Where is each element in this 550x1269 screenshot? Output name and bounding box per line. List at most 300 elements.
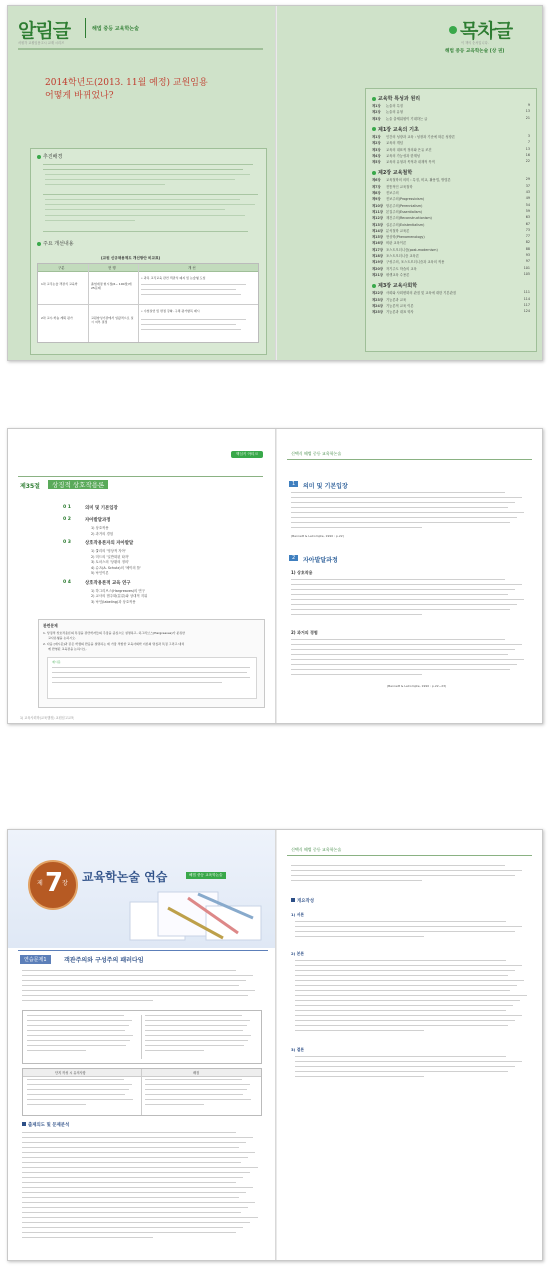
chapter-suffix: 장 [62,880,68,887]
text-line [22,1217,258,1218]
toc-entry-page: 77 [525,234,530,239]
toc-entry-number: 제3장 [372,147,381,152]
text-line [27,1015,124,1016]
toc-entry-page: 37 [525,183,530,188]
toc-entry-number: 제12장 [372,216,383,221]
toc-entry[interactable] [372,259,530,265]
toc-entry[interactable] [372,240,530,246]
toc-entry-title: 항존주의(Perennialism) [386,203,423,208]
toc-entry-number: 제11장 [372,209,383,214]
text-line [295,975,508,976]
section-main-changes: 주요 개선내용 [37,240,74,247]
outline-section-title: 개요작성 [291,898,314,904]
outline-intro-text [295,921,531,943]
toc-entry-number: 제2장 [372,110,381,115]
bullet-icon [372,127,376,131]
chapter-outline [63,505,243,615]
question-paragraph [22,970,262,1006]
related-box-title: 관련문제 [43,623,58,628]
toc-entry-page: 29 [525,177,530,182]
text-line [295,926,522,927]
toc-entry-title: 평생교육 수용론 [386,272,410,277]
outline-title: 상호작용론자의 자아발달 [85,541,134,546]
toc-entry-page: 105 [523,271,530,276]
citation-2: (Bennett & LeCompte, 1990 : p.22~23) [387,684,447,688]
example-box [47,657,257,699]
toc-entry[interactable] [372,109,530,115]
toc-entry-number: 제16장 [372,241,383,246]
toc-entry-page: 49 [525,196,530,201]
text-line [22,1137,253,1138]
text-line [291,599,524,600]
text-line [22,1167,258,1168]
toc-entry-page: 13 [525,109,530,114]
text-line [145,1015,242,1016]
toc-entry-number: 제6장 [372,178,381,183]
toc-entry[interactable] [372,190,530,196]
table-row2-col2: 교원양성기관에서 일괄적으로 실시 여부 결정 [91,316,134,324]
subsection-past-experience: 2) 과거의 경험 [291,630,318,635]
text-line [22,1147,239,1148]
question-material-box [22,1010,262,1064]
toc-entry-number: 제10장 [372,203,383,208]
outline-subitem: 4) 슈츠(A. Schutz)의 '체이의 틀' [91,565,141,570]
toc-entry-number: 제25장 [372,310,383,315]
toc-entry[interactable] [372,297,530,303]
toc-entry[interactable] [372,177,530,183]
text-line [22,1207,248,1208]
text-line [27,1030,125,1031]
text-line [145,1050,204,1051]
outline-page [8,429,275,723]
toc-entry[interactable] [372,253,530,259]
text-line [291,604,517,605]
text-line [295,921,506,922]
toc-entry[interactable] [372,159,530,165]
section-background: 추진배경 [37,153,62,160]
toc-entry-title: 논술의 유형 [386,110,403,115]
toc-entry[interactable] [372,209,530,215]
text-line [145,1084,250,1085]
text-line [291,639,505,640]
chapter-banner [8,830,275,948]
toc-entry-number: 제17장 [372,247,383,252]
toc-entry-page: 43 [525,190,530,194]
toc-entry-number: 제19장 [372,260,383,265]
table-row2-col3: • 수업실연 및 면접 강화, 구체 평가항목 제시 [141,309,200,313]
table-title: [교원 신규채용제도 개선방안 비교표] [101,256,161,260]
text-line [295,1020,515,1021]
toc-entry-title: 교육철학의 의미 : 특징, 비교, 활용법, 방법론 [386,178,451,183]
text-line [22,1152,255,1153]
text-line [22,1232,236,1233]
toc-entry[interactable] [372,196,530,202]
outline-subitem: 3) 낙인(labeling)과 상호작용 [91,599,136,604]
chapter-label: 제 [37,880,43,887]
scoring-head-1: 단지 작성 시 유의사항 [55,1071,86,1075]
toc-entry[interactable] [372,203,530,209]
question-1: 1. 상징적 상호작용론의 특징을 관련학자들의 주장을 중심으로 설명하고, 하그리브스(Hargreaves)가 분류한 [43,631,186,635]
table-row1-col3: • 과목 교직교육 관련 객관식 폐지 및 논술형 도입 [141,276,206,280]
headline-2: 어떻게 바뀌었나? [45,91,114,101]
scoring-head-2: 배점 [193,1071,200,1075]
text-line [22,995,248,996]
text-line [295,1010,506,1011]
toc-entry-page: 67 [525,221,530,226]
text-line [291,502,515,503]
chapter-rule [18,476,263,477]
text-line [145,1045,244,1046]
text-line [145,1094,243,1095]
text-line [22,1177,243,1178]
text-line [291,492,505,493]
text-line [22,1237,153,1238]
text-line [291,512,524,513]
text-line [291,654,508,655]
running-header: 신택식 해법 중등 교육학논술 [291,451,342,456]
toc-entry[interactable] [372,309,530,315]
toc-list [372,95,530,347]
toc-entry-number: 제5장 [372,160,381,165]
header-rule [18,48,263,50]
toc-entry-title: 교육의 가능성과 한계성 [386,153,420,158]
text-line [22,980,246,981]
text-line [295,965,522,966]
subsection-interaction: 1) 상호작용 [291,570,313,575]
toc-entry-number: 제4장 [372,153,381,158]
text-line [291,589,515,590]
text-line [291,497,522,498]
outline-subitem: 1) 쿨리의 '영상적 자아' [91,549,126,553]
table-header [38,264,258,272]
text-line [295,990,510,991]
toc-series: 해법 중등 교육학논술 [상 권] [445,49,505,54]
toc-entry[interactable] [372,134,530,140]
toc-entry-number: 제1장 [372,104,381,108]
toc-entry-number: 제14장 [372,228,383,233]
outline-title: 자아발달과정 [85,518,111,523]
outline-subitem: 5) 낙인이론 [91,571,109,575]
text-line [291,669,510,670]
text-line [145,1020,250,1021]
bullet-icon [37,155,41,159]
text-line [22,1187,253,1188]
pencils-illustration-icon [128,888,268,943]
question-2-cont: 에 반영된 교육관을 논하시오. [48,647,87,651]
text-line [145,1030,243,1031]
chapter-title: 상징적 상호작용론 [48,480,108,489]
toc-entry-page: 16 [525,152,530,157]
square-bullet-icon [22,1122,26,1126]
toc-entry-page: 7 [527,140,530,145]
scoring-table [22,1068,262,1116]
text-line [295,1000,520,1001]
text-line [295,1076,424,1077]
text-line [22,970,236,971]
toc-entry-title: 전통적인 교육철학 [386,184,413,189]
page-tag: 핵심키 아티크 [231,451,263,458]
text-line [291,579,505,580]
toc-entry-page: 54 [525,202,530,207]
table-head-col2: 현 행 [108,266,116,270]
practice-spread [7,829,543,1261]
toc-entry-title: 비판 교육이론 [386,241,407,246]
toc-entry-number: 제18장 [372,254,383,258]
toc-entry[interactable] [372,222,530,228]
text-line [22,1172,250,1173]
outline-subitem: 3) 토마스의 '상황의 정의' [91,560,130,564]
text-line [145,1025,247,1026]
toc-entry-title: 진보주의(Progressivism) [386,197,425,202]
toc-entry-number: 제1장 [372,134,381,139]
text-line [145,1040,248,1041]
outline-intro: 1) 서론 [291,912,305,917]
toc-entry-page: 114 [523,296,530,301]
toc-entry-page: 97 [525,259,530,264]
text-line [291,865,505,866]
toc-entry-title: 현상학(Phenomenology) [386,235,425,240]
outline-subitem: 2) 과거의 경험 [91,531,114,536]
text-line [145,1089,247,1090]
text-line [22,1212,241,1213]
running-header-2: 신택식 해법 중등 교육학논술 [291,847,342,852]
text-line [145,1104,204,1105]
text-line [295,1061,522,1062]
text-line [27,1104,86,1105]
notice-brand-small: 서원각 교원임용고시 교재 시리즈 [18,41,65,45]
outline-title: 상호작용론적 교육 연구 [85,580,131,586]
question-1-cont: 교사유형을 논하시오. [48,636,76,640]
toc-entry[interactable] [372,184,530,190]
toc-entry[interactable] [372,234,530,240]
toc-list-box [365,88,537,352]
toc-entry-number: 제20장 [372,266,383,271]
analysis-title: 출제의도 및 문제분석 [22,1122,69,1128]
text-line [295,995,527,996]
toc-entry-number: 제8장 [372,191,381,195]
outline-subitem: 2) 교사의 범주화(분류)와 상대적 지위 [91,594,148,598]
toc-entry-title: 분석철학 교육론 [386,228,410,233]
toc-entry-title: 교육의 개념 [386,141,403,146]
toc-entry[interactable] [372,103,530,109]
toc-entry-title: 논술의 특징 [386,104,403,108]
toc-entry[interactable] [372,140,530,146]
table-row1-col1: 1차 교직논술 객관식 교육학 [41,282,78,286]
text-line [295,1056,506,1057]
body-page [277,429,542,723]
text-line [291,609,510,610]
text-line [295,960,506,961]
toc-entry-number: 제24장 [372,303,383,308]
text-line [295,1066,515,1067]
toc-entry-title: 사회와 사회변화의 관점 및 교육에 대한 기본관점 [386,291,456,296]
practice-title: 교육학논술 연습 [82,870,168,884]
text-line [22,1157,248,1158]
citation-1: (Bennett & LeCompte, 1990 : p.22) [291,534,344,538]
square-bullet-icon [291,898,295,902]
table-head-col3: 개 선 [188,266,196,270]
text-line [22,1142,246,1143]
toc-entry[interactable] [372,147,530,153]
comparison-table [37,263,259,343]
toc-entry-number: 제22장 [372,291,383,296]
text-line [22,1227,243,1228]
section-2-title: 자아발달과정 [303,557,338,564]
toc-entry-number: 제7장 [372,184,381,189]
notice-page [8,6,275,360]
text-line [27,1099,133,1100]
section-1-number: 1 [289,481,298,487]
section-1-title: 의미 및 기본입장 [303,483,348,490]
notice-brand: 알림글 [18,20,71,42]
text-line [27,1050,86,1051]
toc-part-heading: 제2장 교육철학 [372,169,412,176]
text-line [291,527,422,528]
bullet-icon [37,242,41,246]
toc-entry-title: 기능론과 교육 [386,297,407,302]
text-line [22,1202,255,1203]
toc-entry-page: 9 [527,103,530,107]
text-line [291,870,522,871]
toc-entry-title: 본질주의(Essentialism) [386,209,422,214]
text-line [22,1192,246,1193]
outline-body: 2) 본론 [291,951,305,956]
toc-entry-page: 111 [523,290,530,295]
text-line [295,1030,424,1031]
outline-number: 0 1 [63,505,71,510]
text-line [291,880,422,881]
brand-divider [85,18,86,38]
toc-entry-title: 교육의 유형과 목적과 내재적 목적 [386,160,435,165]
text-line [27,1084,132,1085]
toc-entry-page: 82 [525,240,530,245]
toc-entry[interactable] [372,247,530,253]
text-line [27,1079,124,1080]
toc-entry-page: 21 [525,115,530,120]
practice-page [8,830,275,1260]
text-line [291,614,422,615]
text-line [27,1045,126,1046]
toc-entry[interactable] [372,116,530,122]
toc-entry-page: 117 [523,302,530,307]
toc-entry-title: 포스트모더니즘(post-modernism) [386,247,438,252]
text-line [145,1079,242,1080]
outline-writing-page [277,830,542,1260]
toc-part-heading: 제3장 교육사회학 [372,282,417,289]
outline-number: 0 2 [63,517,71,522]
toc-entry[interactable] [372,290,530,296]
toc-page [277,6,542,360]
text-line [27,1040,130,1041]
text-line [291,644,522,645]
title-dot-icon [449,26,457,34]
section-2-number: 2 [289,555,298,561]
text-line [291,594,508,595]
text-line [291,507,508,508]
toc-entry-number: 제2장 [372,141,381,146]
toc-entry-number: 제13장 [372,222,383,227]
toc-entry-number: 제15장 [372,235,383,240]
toc-title: 목차글 [460,20,513,42]
text-line [295,985,517,986]
outline-number: 0 4 [63,579,71,585]
table-row2-col1: 2차 교수·학습 계획 평가 [41,316,73,320]
toc-entry-page: 3 [527,133,530,138]
text-line [22,1162,241,1163]
text-line [22,1222,250,1223]
toc-entry[interactable] [372,215,530,221]
text-line [27,1089,129,1090]
outline-subitem: 2) 미드의 '일반화된 타자' [91,554,130,559]
toc-entry-title: 구성주의, 포스트모더니즘과 교육의 적용 [386,260,445,265]
toc-entry-page: 73 [525,227,530,232]
toc-entry[interactable] [372,153,530,159]
text-line [291,517,517,518]
toc-entry-title: 포스트모더니즘 교육론 [386,254,419,258]
text-line [291,674,422,675]
toc-entry-number: 제9장 [372,197,381,202]
toc-entry-page: 22 [525,159,530,164]
notice-series: 해법 중등 교육학논술 [92,26,139,32]
text-line [291,875,515,876]
toc-entry-number: 제3장 [372,116,381,121]
bullet-icon [372,171,376,175]
outline-conclusion-text [295,1056,531,1086]
outline-body-text [295,960,531,1040]
toc-entry-title: 자기주도 학습의 교육 [386,266,417,271]
toc-entry[interactable] [372,266,530,272]
example-label: 예시문 [52,660,61,664]
text-line [295,931,515,932]
toc-entry-number: 제23장 [372,297,383,302]
outline-subitem: 1) 상호작용 [91,526,109,530]
toc-entry-title: 인간의 성장과 교육 : 성장과 기준에 따른 성장론 [386,134,455,139]
text-line [295,1005,513,1006]
chapter-spread [7,428,543,724]
outline-number: 0 3 [63,540,71,545]
toc-entry-title: 재건주의(Reconstructionism) [386,216,432,221]
table-head-col1: 구분 [58,266,65,270]
question-2: 2. 다음 [예시문]과 같은 학생의 반응을 설명하는 데 가장 적합한 교육사회학 이론의 명칭과 특징 그리고 대처 [43,642,185,646]
toc-entry-page: 59 [525,208,530,213]
toc-entry[interactable] [372,272,530,278]
text-line [295,1025,508,1026]
text-line [145,1035,251,1036]
section-1-paragraph [291,492,531,536]
text-line [295,980,524,981]
chapter-badge [28,860,78,910]
toc-entry-page: 88 [525,246,530,251]
toc-entry-number: 제21장 [372,272,383,277]
text-line [291,584,522,585]
analysis-paragraph [22,1132,262,1252]
toc-entry-title: 기능론과 대표 학자 [386,310,414,315]
text-line [295,936,424,937]
text-line [22,985,239,986]
toc-entry[interactable] [372,228,530,234]
toc-entry-title: 논술 출제위원이 기대하는 글 [386,116,428,121]
question-label: 연습문제1 [20,955,51,964]
text-line [27,1094,125,1095]
text-line [22,1182,236,1183]
text-line [291,659,524,660]
toc-entry-title: 실존주의(Existentialism) [386,222,425,227]
toc-entry[interactable] [372,303,530,309]
text-line [22,1000,153,1001]
toc-part-heading: 제1장 교육의 기초 [372,126,419,133]
question-title: 객관주의와 구성주의 패러다임 [64,957,144,964]
toc-entry-page: 93 [525,253,530,257]
